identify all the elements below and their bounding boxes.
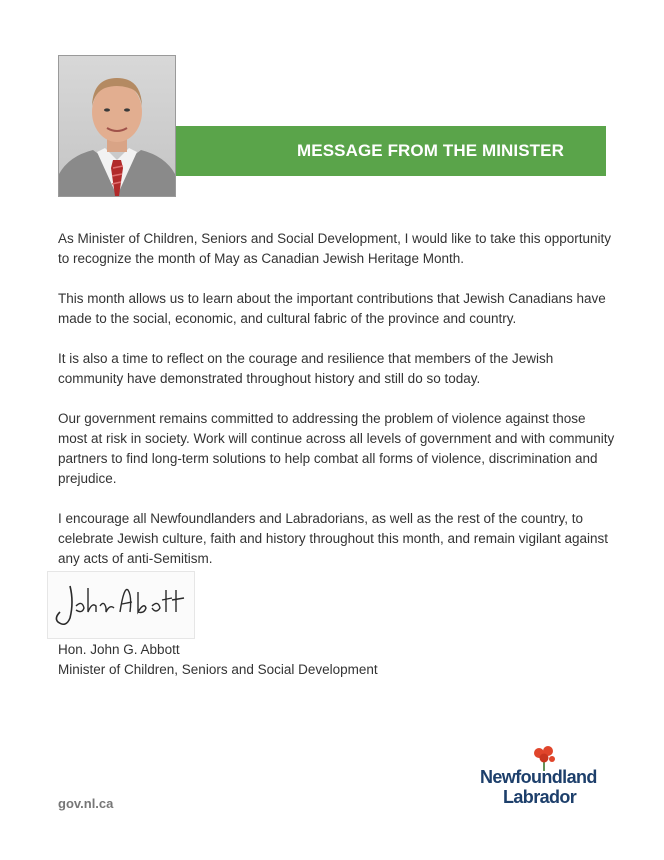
portrait-illustration xyxy=(59,56,175,196)
page-title: MESSAGE FROM THE MINISTER xyxy=(297,141,564,160)
paragraph: I encourage all Newfoundlanders and Labradorians, as well as the rest of the country, to celebrate Jewish culture, faith and history throughout this month, and remain vigilant against any acts of anti-Semitism. xyxy=(58,511,609,566)
signer-name: Hon. John G. Abbott xyxy=(58,642,180,657)
message-body xyxy=(58,229,618,589)
paragraph: This month allows us to learn about the important contributions that Jewish Canadians have made to the social, economic, and cultural fabric of the province and country. xyxy=(58,291,606,326)
logo-text-labrador: Labrador xyxy=(503,787,577,807)
paragraph: As Minister of Children, Seniors and Social Development, I would like to take this opportunity to recognize the month of May as Canadian Jewish Heritage Month. xyxy=(58,231,612,266)
handwritten-signature xyxy=(48,572,194,638)
logo-text-newfoundland: Newfoundland xyxy=(480,767,597,787)
footer-url[interactable]: gov.nl.ca xyxy=(58,796,114,811)
paragraph: It is also a time to reflect on the courage and resilience that members of the Jewish community have demonstrated throughout history and still do so today. xyxy=(58,351,554,386)
signer-title: Minister of Children, Seniors and Social Development xyxy=(58,662,378,677)
minister-photo xyxy=(58,55,176,197)
paragraph: Our government remains committed to addressing the problem of violence against those most at risk in society. Work will continue across all levels of government and with community partners to find long-term solutions to help combat all forms of violence, discrimination and prejudice. xyxy=(58,411,615,486)
header-banner xyxy=(176,126,606,176)
signer-block xyxy=(58,640,378,680)
nl-logo xyxy=(478,745,608,813)
signature-image xyxy=(47,571,195,639)
